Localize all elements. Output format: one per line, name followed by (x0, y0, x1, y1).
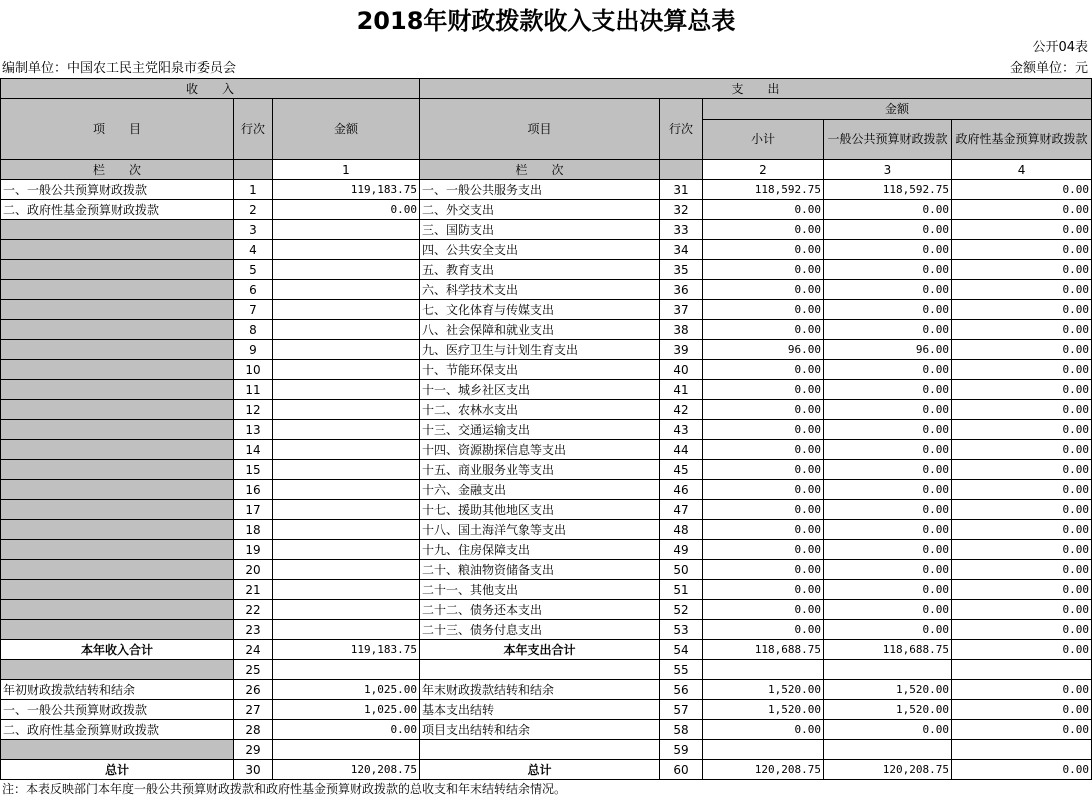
income-item: 一、一般公共预算财政拨款 (1, 180, 234, 200)
table-row (1, 200, 1092, 220)
income-item: 一、一般公共预算财政拨款 (1, 700, 234, 720)
expense-general-budget: 0.00 (824, 240, 952, 260)
expense-fund-budget: 0.00 (952, 540, 1092, 560)
column-index-1: 1 (273, 160, 420, 180)
expense-subtotal: 0.00 (703, 240, 824, 260)
income-item (1, 420, 234, 440)
expense-fund-budget: 0.00 (952, 260, 1092, 280)
table-row (1, 580, 1092, 600)
expense-fund-budget: 0.00 (952, 220, 1092, 240)
income-amount (273, 420, 420, 440)
table-row (1, 260, 1092, 280)
income-line-no: 11 (234, 380, 273, 400)
table-row (1, 500, 1092, 520)
expense-subtotal: 0.00 (703, 480, 824, 500)
income-amount (273, 540, 420, 560)
income-amount (273, 300, 420, 320)
expense-subtotal (703, 740, 824, 760)
expense-item: 二十三、债务付息支出 (420, 620, 660, 640)
expense-general-budget: 0.00 (824, 580, 952, 600)
income-item: 二、政府性基金预算财政拨款 (1, 200, 234, 220)
table-row (1, 440, 1092, 460)
income-item (1, 460, 234, 480)
income-amount: 1,025.00 (273, 700, 420, 720)
income-item (1, 580, 234, 600)
expense-fund-budget: 0.00 (952, 240, 1092, 260)
expense-subtotal: 0.00 (703, 380, 824, 400)
expense-line-no: 34 (660, 240, 703, 260)
expense-fund-budget: 0.00 (952, 580, 1092, 600)
expense-general-budget: 0.00 (824, 500, 952, 520)
expense-item: 总计 (420, 760, 660, 780)
income-item (1, 220, 234, 240)
table-row (1, 460, 1092, 480)
income-amount: 120,208.75 (273, 760, 420, 780)
column-index-2: 2 (703, 160, 824, 180)
expense-line-no: 59 (660, 740, 703, 760)
table-row (1, 240, 1092, 260)
column-index-label-2: 栏 次 (420, 160, 660, 180)
income-amount (273, 220, 420, 240)
income-amount: 119,183.75 (273, 180, 420, 200)
income-amount (273, 480, 420, 500)
expense-subtotal: 120,208.75 (703, 760, 824, 780)
income-amount (273, 380, 420, 400)
expense-item: 十九、住房保障支出 (420, 540, 660, 560)
table-row (1, 320, 1092, 340)
expense-subtotal: 1,520.00 (703, 700, 824, 720)
expense-fund-budget: 0.00 (952, 620, 1092, 640)
income-line-no: 14 (234, 440, 273, 460)
expense-subtotal: 0.00 (703, 600, 824, 620)
expense-general-budget: 0.00 (824, 520, 952, 540)
expense-item: 二十一、其他支出 (420, 580, 660, 600)
income-amount: 0.00 (273, 720, 420, 740)
expense-fund-budget: 0.00 (952, 480, 1092, 500)
expense-fund-budget: 0.00 (952, 280, 1092, 300)
expense-general-budget: 0.00 (824, 320, 952, 340)
income-line-header: 行次 (234, 99, 273, 160)
expense-item: 项目支出结转和结余 (420, 720, 660, 740)
expense-general-budget: 0.00 (824, 260, 952, 280)
income-amount (273, 320, 420, 340)
expense-fund-budget: 0.00 (952, 320, 1092, 340)
expense-item: 十五、商业服务业等支出 (420, 460, 660, 480)
table-row (1, 740, 1092, 760)
income-amount: 0.00 (273, 200, 420, 220)
table-row (1, 300, 1092, 320)
expense-fund-budget: 0.00 (952, 760, 1092, 780)
expense-subtotal: 96.00 (703, 340, 824, 360)
income-line-no: 23 (234, 620, 273, 640)
expense-general-budget: 118,688.75 (824, 640, 952, 660)
fund-budget-header: 政府性基金预算财政拨款 (952, 119, 1092, 159)
expense-general-budget: 0.00 (824, 720, 952, 740)
expense-subtotal: 0.00 (703, 260, 824, 280)
expense-fund-budget: 0.00 (952, 640, 1092, 660)
expense-item: 一、一般公共服务支出 (420, 180, 660, 200)
income-line-no: 7 (234, 300, 273, 320)
column-index-3: 3 (824, 160, 952, 180)
expense-general-budget: 0.00 (824, 280, 952, 300)
table-row (1, 520, 1092, 540)
reporting-unit: 编制单位：中国农工民主党阳泉市委员会 (2, 61, 237, 76)
expense-item: 九、医疗卫生与计划生育支出 (420, 340, 660, 360)
expense-fund-budget: 0.00 (952, 380, 1092, 400)
expense-fund-budget: 0.00 (952, 180, 1092, 200)
table-row (1, 760, 1092, 780)
expense-item: 四、公共安全支出 (420, 240, 660, 260)
income-item (1, 660, 234, 680)
income-line-no: 12 (234, 400, 273, 420)
expense-general-budget: 0.00 (824, 300, 952, 320)
expense-fund-budget (952, 740, 1092, 760)
income-line-no: 25 (234, 660, 273, 680)
expense-subtotal: 1,520.00 (703, 680, 824, 700)
column-index-blank-2 (660, 160, 703, 180)
income-amount (273, 460, 420, 480)
table-header (1, 79, 1092, 180)
expense-item: 二十二、债务还本支出 (420, 600, 660, 620)
expense-subtotal: 0.00 (703, 300, 824, 320)
expense-fund-budget: 0.00 (952, 680, 1092, 700)
expense-general-budget: 0.00 (824, 420, 952, 440)
income-item (1, 560, 234, 580)
expense-line-no: 45 (660, 460, 703, 480)
expense-subtotal: 0.00 (703, 400, 824, 420)
expense-subtotal: 0.00 (703, 520, 824, 540)
expense-subtotal: 118,688.75 (703, 640, 824, 660)
table-row (1, 280, 1092, 300)
expense-general-budget: 0.00 (824, 540, 952, 560)
expense-fund-budget (952, 660, 1092, 680)
income-amount (273, 400, 420, 420)
expense-line-no: 46 (660, 480, 703, 500)
income-line-no: 16 (234, 480, 273, 500)
table-row (1, 380, 1092, 400)
income-line-no: 8 (234, 320, 273, 340)
income-amount (273, 280, 420, 300)
income-line-no: 29 (234, 740, 273, 760)
income-item (1, 240, 234, 260)
expense-item: 年末财政拨款结转和结余 (420, 680, 660, 700)
column-index-blank (234, 160, 273, 180)
expense-line-header: 行次 (660, 99, 703, 160)
expense-fund-budget: 0.00 (952, 360, 1092, 380)
income-amount (273, 340, 420, 360)
table-row (1, 360, 1092, 380)
expense-general-budget: 120,208.75 (824, 760, 952, 780)
income-amount (273, 580, 420, 600)
income-amount (273, 260, 420, 280)
income-line-no: 1 (234, 180, 273, 200)
expense-item: 十三、交通运输支出 (420, 420, 660, 440)
income-line-no: 24 (234, 640, 273, 660)
expense-subtotal: 0.00 (703, 320, 824, 340)
expense-item: 七、文化体育与传媒支出 (420, 300, 660, 320)
expense-general-budget: 0.00 (824, 480, 952, 500)
income-line-no: 4 (234, 240, 273, 260)
expense-fund-budget: 0.00 (952, 340, 1092, 360)
expense-general-budget: 0.00 (824, 440, 952, 460)
income-item (1, 260, 234, 280)
income-item: 总计 (1, 760, 234, 780)
income-amount (273, 440, 420, 460)
income-amount: 1,025.00 (273, 680, 420, 700)
expense-item: 三、国防支出 (420, 220, 660, 240)
expense-subtotal: 0.00 (703, 540, 824, 560)
income-line-no: 20 (234, 560, 273, 580)
expense-line-no: 49 (660, 540, 703, 560)
income-amount (273, 520, 420, 540)
expense-line-no: 32 (660, 200, 703, 220)
amount-group-header: 金额 (703, 99, 1092, 120)
table-row (1, 640, 1092, 660)
expense-line-no: 43 (660, 420, 703, 440)
income-item: 二、政府性基金预算财政拨款 (1, 720, 234, 740)
expense-fund-budget: 0.00 (952, 520, 1092, 540)
expense-item: 五、教育支出 (420, 260, 660, 280)
income-amount (273, 240, 420, 260)
expense-item: 二十、粮油物资储备支出 (420, 560, 660, 580)
income-item (1, 500, 234, 520)
income-line-no: 19 (234, 540, 273, 560)
expense-subtotal: 0.00 (703, 560, 824, 580)
income-line-no: 15 (234, 460, 273, 480)
table-row (1, 180, 1092, 200)
expense-header: 支 出 (420, 79, 1092, 99)
expense-line-no: 38 (660, 320, 703, 340)
expense-general-budget: 0.00 (824, 400, 952, 420)
expense-line-no: 37 (660, 300, 703, 320)
income-line-no: 27 (234, 700, 273, 720)
expense-subtotal: 0.00 (703, 360, 824, 380)
expense-item: 十一、城乡社区支出 (420, 380, 660, 400)
subtotal-header: 小计 (703, 119, 824, 159)
table-body (1, 180, 1092, 780)
table-row (1, 700, 1092, 720)
expense-subtotal: 0.00 (703, 500, 824, 520)
expense-line-no: 41 (660, 380, 703, 400)
expense-general-budget: 96.00 (824, 340, 952, 360)
expense-subtotal: 0.00 (703, 220, 824, 240)
expense-item: 十、节能环保支出 (420, 360, 660, 380)
income-amount (273, 560, 420, 580)
income-line-no: 3 (234, 220, 273, 240)
income-item (1, 540, 234, 560)
table-row (1, 680, 1092, 700)
page-title: 2018年财政拨款收入支出决算总表 (356, 7, 736, 35)
income-line-no: 5 (234, 260, 273, 280)
expense-line-no: 42 (660, 400, 703, 420)
expense-line-no: 39 (660, 340, 703, 360)
expense-line-no: 35 (660, 260, 703, 280)
expense-item: 十二、农林水支出 (420, 400, 660, 420)
expense-line-no: 53 (660, 620, 703, 640)
income-item (1, 520, 234, 540)
expense-fund-budget: 0.00 (952, 200, 1092, 220)
expense-line-no: 60 (660, 760, 703, 780)
expense-general-budget: 1,520.00 (824, 680, 952, 700)
income-line-no: 17 (234, 500, 273, 520)
expense-general-budget: 0.00 (824, 620, 952, 640)
expense-fund-budget: 0.00 (952, 300, 1092, 320)
table-row (1, 660, 1092, 680)
expense-general-budget (824, 740, 952, 760)
amount-unit: 金额单位：元 (1009, 61, 1088, 76)
income-item (1, 400, 234, 420)
expense-item: 十四、资源勘探信息等支出 (420, 440, 660, 460)
expense-item: 本年支出合计 (420, 640, 660, 660)
expense-fund-budget: 0.00 (952, 720, 1092, 740)
income-item: 年初财政拨款结转和结余 (1, 680, 234, 700)
expense-item: 基本支出结转 (420, 700, 660, 720)
table-row (1, 420, 1092, 440)
expense-line-no: 57 (660, 700, 703, 720)
expense-line-no: 36 (660, 280, 703, 300)
expense-fund-budget: 0.00 (952, 420, 1092, 440)
income-line-no: 9 (234, 340, 273, 360)
table-row (1, 400, 1092, 420)
income-line-no: 13 (234, 420, 273, 440)
table-row (1, 720, 1092, 740)
income-item (1, 300, 234, 320)
general-budget-header: 一般公共预算财政拨款 (824, 119, 952, 159)
expense-subtotal: 0.00 (703, 200, 824, 220)
expense-subtotal: 0.00 (703, 580, 824, 600)
income-item: 本年收入合计 (1, 640, 234, 660)
expense-subtotal: 118,592.75 (703, 180, 824, 200)
table-row (1, 620, 1092, 640)
income-line-no: 30 (234, 760, 273, 780)
expense-line-no: 56 (660, 680, 703, 700)
expense-general-budget: 0.00 (824, 200, 952, 220)
expense-fund-budget: 0.00 (952, 700, 1092, 720)
column-index-4: 4 (952, 160, 1092, 180)
table-row (1, 540, 1092, 560)
table-row (1, 340, 1092, 360)
income-item (1, 320, 234, 340)
expense-item: 十八、国土海洋气象等支出 (420, 520, 660, 540)
expense-item: 十六、金融支出 (420, 480, 660, 500)
expense-general-budget: 1,520.00 (824, 700, 952, 720)
expense-fund-budget: 0.00 (952, 460, 1092, 480)
expense-fund-budget: 0.00 (952, 600, 1092, 620)
expense-subtotal: 0.00 (703, 620, 824, 640)
income-line-no: 28 (234, 720, 273, 740)
expense-line-no: 31 (660, 180, 703, 200)
income-amount (273, 660, 420, 680)
expense-fund-budget: 0.00 (952, 440, 1092, 460)
expense-line-no: 40 (660, 360, 703, 380)
expense-item: 十七、援助其他地区支出 (420, 500, 660, 520)
expense-subtotal (703, 660, 824, 680)
income-item-header: 项 目 (1, 99, 234, 160)
expense-subtotal: 0.00 (703, 280, 824, 300)
expense-fund-budget: 0.00 (952, 500, 1092, 520)
table-row (1, 560, 1092, 580)
income-line-no: 22 (234, 600, 273, 620)
income-item (1, 740, 234, 760)
expense-item (420, 660, 660, 680)
footnote: 注：本表反映部门本年度一般公共预算财政拨款和政府性基金预算财政拨款的总收支和年末结转结余情况。 (2, 782, 567, 796)
income-amount (273, 360, 420, 380)
expense-line-no: 58 (660, 720, 703, 740)
income-item (1, 480, 234, 500)
income-header: 收 入 (1, 79, 420, 99)
income-line-no: 2 (234, 200, 273, 220)
expense-general-budget: 0.00 (824, 460, 952, 480)
expense-line-no: 33 (660, 220, 703, 240)
income-amount (273, 600, 420, 620)
sheet-number: 公开04表 (1032, 40, 1088, 55)
expense-item: 六、科学技术支出 (420, 280, 660, 300)
expense-line-no: 50 (660, 560, 703, 580)
expense-item-header: 项目 (420, 99, 660, 160)
income-amount: 119,183.75 (273, 640, 420, 660)
expense-subtotal: 0.00 (703, 420, 824, 440)
income-amount (273, 500, 420, 520)
income-line-no: 10 (234, 360, 273, 380)
expense-line-no: 55 (660, 660, 703, 680)
expense-item (420, 740, 660, 760)
table-row (1, 480, 1092, 500)
table-row (1, 600, 1092, 620)
income-amount-header: 金额 (273, 99, 420, 160)
expense-general-budget (824, 660, 952, 680)
expense-general-budget: 0.00 (824, 220, 952, 240)
income-amount (273, 620, 420, 640)
income-item (1, 380, 234, 400)
income-line-no: 21 (234, 580, 273, 600)
expense-line-no: 47 (660, 500, 703, 520)
income-line-no: 6 (234, 280, 273, 300)
expense-general-budget: 0.00 (824, 600, 952, 620)
income-item (1, 620, 234, 640)
expense-fund-budget: 0.00 (952, 560, 1092, 580)
income-line-no: 18 (234, 520, 273, 540)
expense-line-no: 52 (660, 600, 703, 620)
table-row (1, 220, 1092, 240)
expense-subtotal: 0.00 (703, 460, 824, 480)
expense-fund-budget: 0.00 (952, 400, 1092, 420)
income-item (1, 600, 234, 620)
expense-item: 二、外交支出 (420, 200, 660, 220)
expense-general-budget: 0.00 (824, 360, 952, 380)
income-item (1, 440, 234, 460)
expense-line-no: 48 (660, 520, 703, 540)
expense-general-budget: 0.00 (824, 380, 952, 400)
expense-general-budget: 0.00 (824, 560, 952, 580)
income-item (1, 360, 234, 380)
expense-line-no: 51 (660, 580, 703, 600)
budget-table (0, 78, 1092, 780)
income-item (1, 340, 234, 360)
expense-item: 八、社会保障和就业支出 (420, 320, 660, 340)
income-line-no: 26 (234, 680, 273, 700)
expense-subtotal: 0.00 (703, 720, 824, 740)
expense-line-no: 54 (660, 640, 703, 660)
expense-line-no: 44 (660, 440, 703, 460)
column-index-label: 栏 次 (1, 160, 234, 180)
expense-general-budget: 118,592.75 (824, 180, 952, 200)
expense-subtotal: 0.00 (703, 440, 824, 460)
income-amount (273, 740, 420, 760)
income-item (1, 280, 234, 300)
